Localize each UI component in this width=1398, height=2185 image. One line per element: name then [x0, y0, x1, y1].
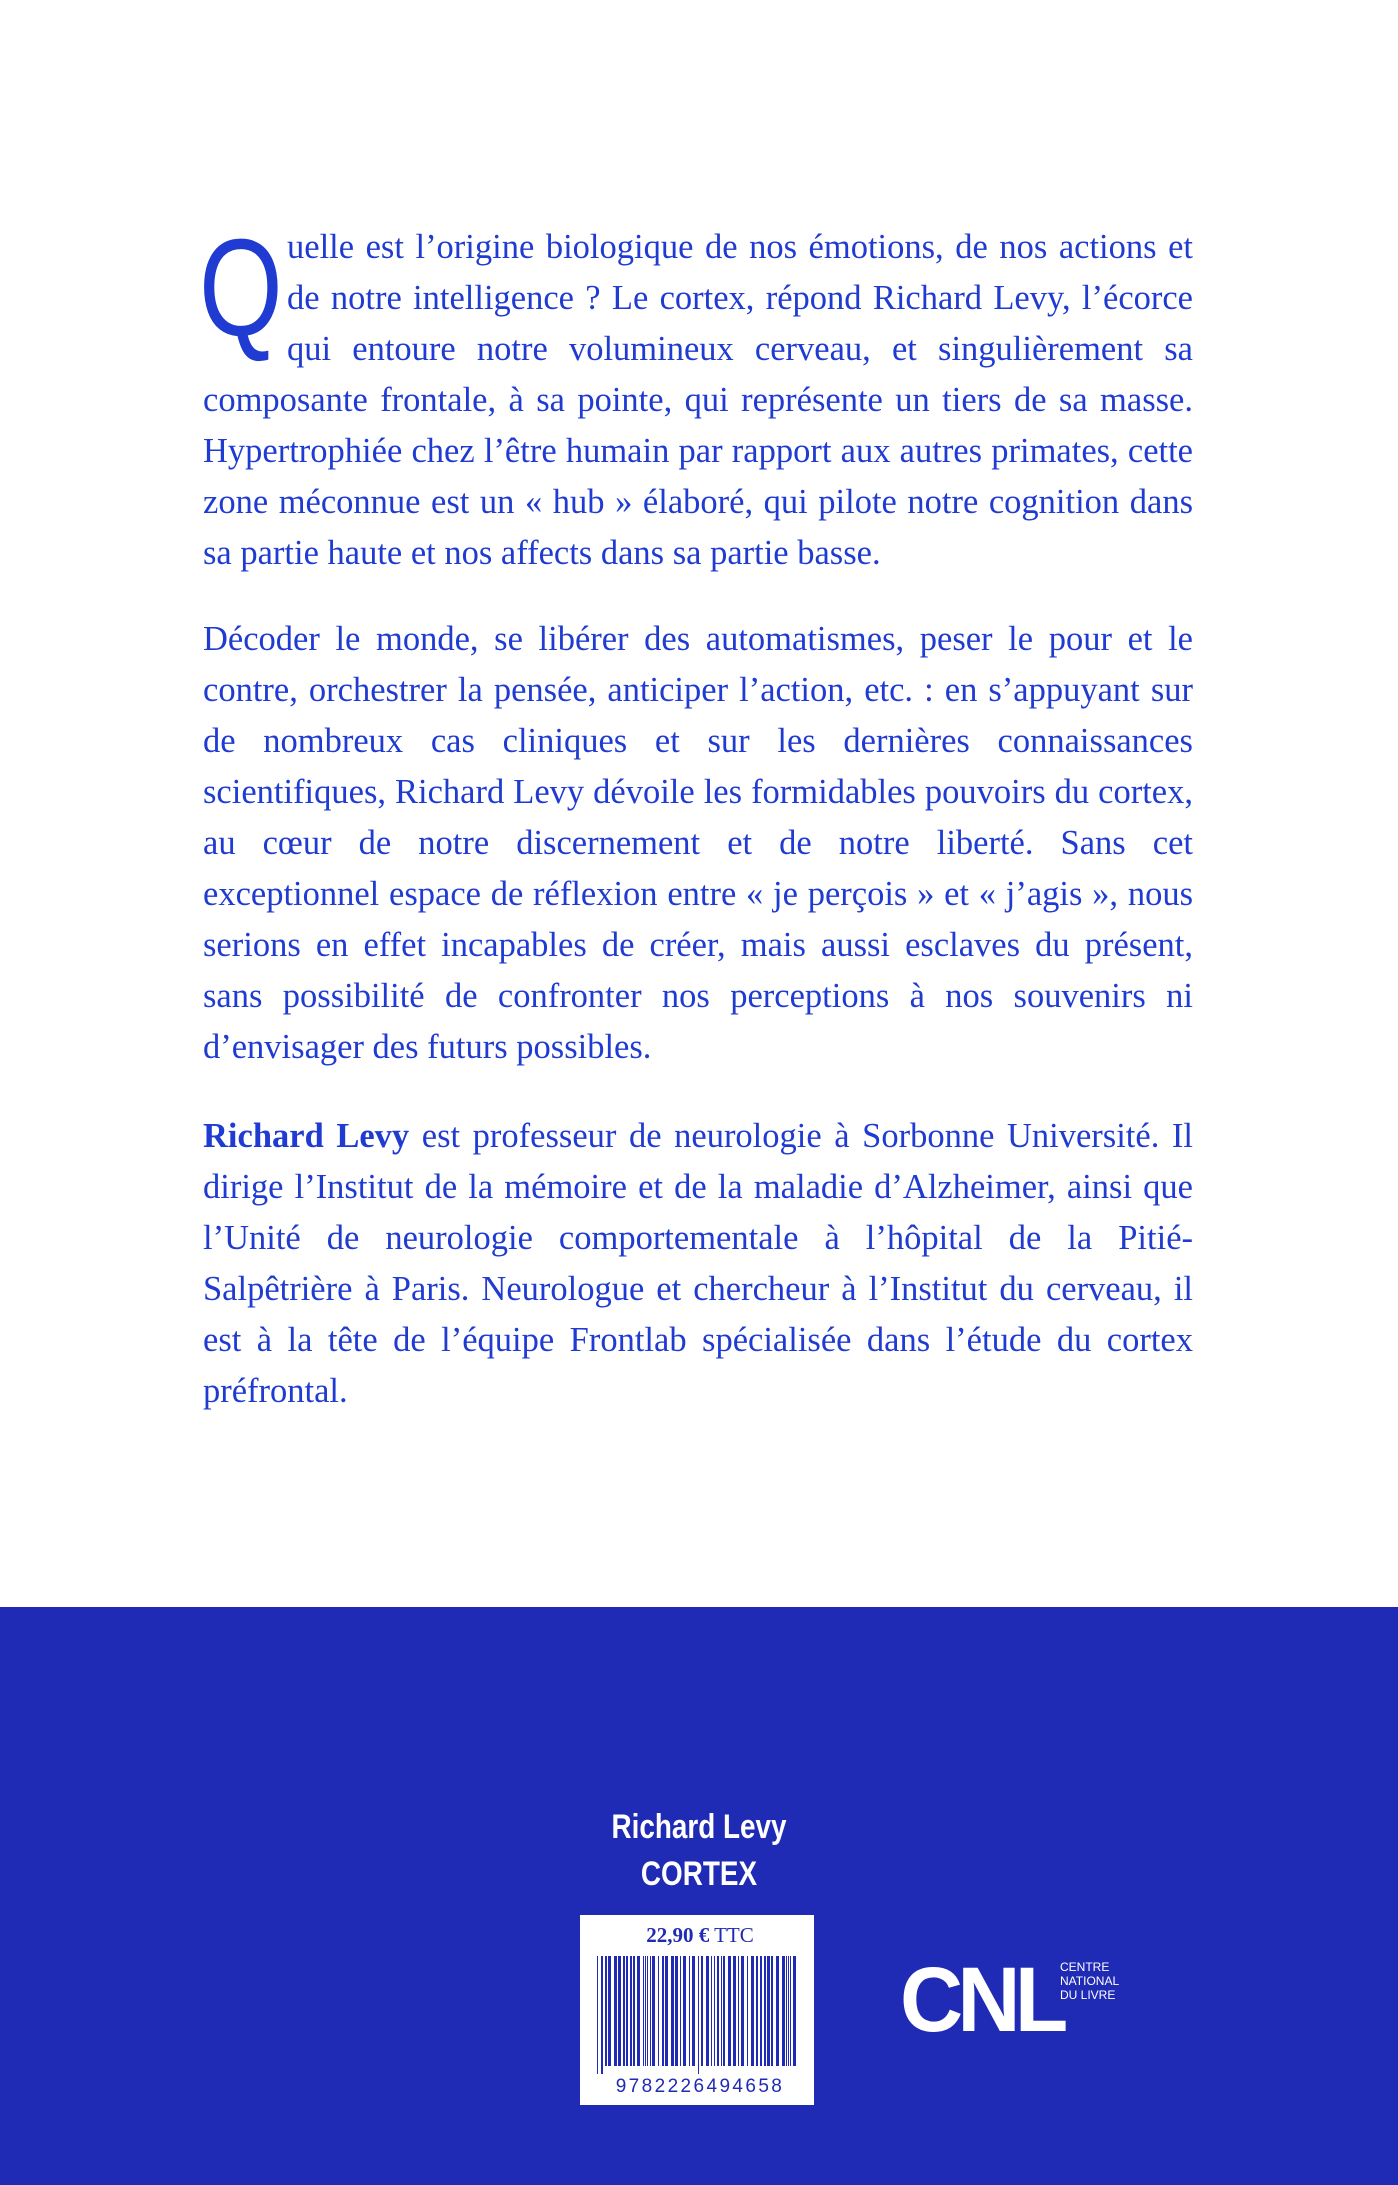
barcode-bar	[786, 1956, 787, 2066]
author-bio-text: est professeur de neurologie à Sorbonne Université. Il dirige l’Institut de la mémoire et de la maladie d’Alzheimer, ainsi que l’Unité de neurologie comportementale à l’hôpital de la Pitié-Salpêtrière à Paris. Neurologue et chercheur à l’Institut du cerveau, il est à la tête de l’équipe Frontlab spécialisée dans l’étude du cortex préfrontal.	[203, 1117, 1193, 1410]
barcode-bar	[790, 1956, 791, 2066]
barcode-bar	[782, 1956, 785, 2066]
barcode-bar	[733, 1956, 736, 2066]
barcode-bar	[767, 1956, 770, 2066]
barcode-bar	[721, 1956, 722, 2066]
price-suffix: TTC	[709, 1923, 754, 1947]
barcode-bar	[738, 1956, 739, 2066]
barcode-bar	[650, 1956, 651, 2066]
cnl-logo-line-3: DU LIVRE	[1060, 1988, 1116, 2002]
barcode-bar	[776, 1956, 779, 2066]
barcode-bar	[601, 1956, 603, 2074]
band-author: Richard Levy	[611, 1808, 787, 1846]
cnl-logo-line-2: NATIONAL	[1060, 1974, 1120, 1988]
barcode-bar	[689, 1956, 690, 2066]
cnl-logo-letters: CNL	[900, 1949, 1063, 2051]
barcode-bar	[618, 1956, 621, 2066]
isbn-number: 9782226494658	[615, 2076, 785, 2097]
author-bio-name: Richard Levy	[203, 1117, 410, 1155]
barcode-bar	[614, 1956, 617, 2066]
barcode-bar	[793, 1956, 796, 2066]
price-value: 22,90 €	[646, 1923, 710, 1947]
barcode-bar	[633, 1956, 635, 2066]
barcode-bar	[665, 1956, 668, 2066]
barcode-bar	[698, 1956, 699, 2074]
barcode-bar	[645, 1956, 646, 2066]
author-bio	[203, 1111, 1193, 1417]
barcode-bar	[692, 1956, 695, 2066]
barcode-bar	[647, 1956, 648, 2066]
barcode-bar	[643, 1956, 644, 2066]
barcode-bar	[747, 1956, 748, 2066]
barcode-bar	[658, 1956, 659, 2066]
blurb	[199, 211, 1193, 1417]
cnl-logo-caption	[1060, 1960, 1180, 2002]
barcode-bar	[605, 1956, 607, 2066]
barcode-bar	[701, 1956, 703, 2066]
barcode-bar	[764, 1956, 766, 2066]
barcode-bar	[652, 1956, 655, 2066]
barcode-bar	[771, 1956, 773, 2066]
barcode-bar	[714, 1956, 715, 2066]
barcode-bar	[756, 1956, 758, 2066]
price-label	[583, 1922, 817, 1948]
barcode-bar	[751, 1956, 754, 2066]
barcode-bar	[597, 1956, 598, 2074]
drop-cap: Q	[199, 211, 283, 365]
barcode-bar	[637, 1956, 640, 2066]
barcode-bar	[711, 1956, 712, 2066]
barcode-bar	[630, 1956, 632, 2066]
barcode-bar	[728, 1956, 731, 2066]
barcode-bar	[717, 1956, 719, 2066]
blurb-paragraph-1-text: uelle est l’origine biologique de nos émotions, de nos actions et de notre intelligence ? Le cortex, répond Richard Levy, l’écorce qui entoure notre volumineux cerveau, et singulièrement sa composante frontale, à sa pointe, qui représente un tiers de sa masse. Hypertrophiée chez l’être humain par rapport aux autres primates, cette zone méconnue est un « hub » élaboré, qui pilote notre cognition dans sa partie haute et nos affects dans sa partie basse.	[203, 228, 1193, 572]
band-title: CORTEX	[640, 1855, 758, 1893]
barcode-bar	[608, 1956, 611, 2066]
barcode-graphic	[595, 1956, 801, 2074]
barcode-bar	[683, 1956, 686, 2066]
barcode-bar	[788, 1956, 789, 2066]
barcode-bar	[706, 1956, 709, 2066]
barcode-bar	[623, 1956, 625, 2066]
blurb-paragraph-1	[199, 211, 1193, 579]
blurb-paragraph-2: Décoder le monde, se libérer des automatismes, peser le pour et le contre, orchestrer la pensée, anticiper l’action, etc. : en s’appuyant sur de nombreux cas cliniques et sur les dernières connaissances scientifiques, Richard Levy dévoile les formidables pouvoirs du cortex, au cœur de notre discernement et de notre liberté. Sans cet exceptionnel espace de réflexion entre « je perçois » et « j’agis », nous serions en effet incapables de créer, mais aussi esclaves du présent, sans possibilité de confronter nos perceptions à nos souvenirs ni d’envisager des futurs possibles.	[203, 620, 1193, 1066]
cnl-logo-line-1: CENTRE	[1060, 1960, 1110, 1974]
barcode-bar	[675, 1956, 678, 2066]
barcode-bar	[741, 1956, 744, 2066]
barcode-bar	[662, 1956, 664, 2066]
barcode-bar	[626, 1956, 628, 2066]
barcode-bar	[671, 1956, 674, 2066]
barcode-box	[580, 1915, 814, 2105]
barcode-bar	[680, 1956, 681, 2066]
barcode-bar	[760, 1956, 762, 2066]
cnl-logo	[900, 1949, 1120, 2060]
barcode-bar	[723, 1956, 725, 2066]
